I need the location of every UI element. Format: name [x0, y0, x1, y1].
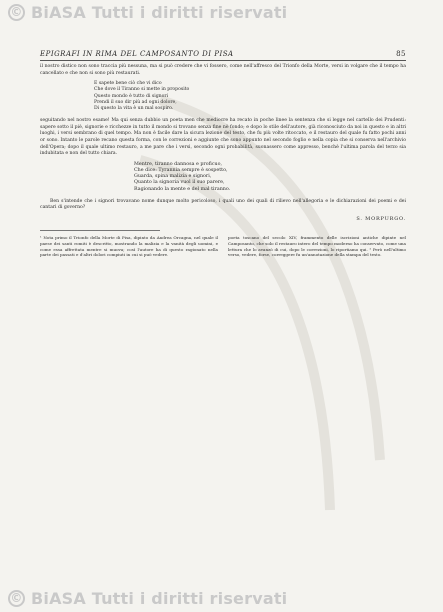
header-rule — [40, 60, 406, 61]
closing-paragraph: Ben s'intende che i signori trovavano nome dunque molto pericoloso, i quali uno dei quali di rilievo nell'allegoria e le dichiarazioni dei poemi e dei cantari di governo? — [40, 198, 406, 211]
running-title: EPIGRAFI IN RIMA DEL CAMPOSANTO DI PISA — [40, 50, 234, 58]
running-header — [40, 50, 406, 58]
copyright-icon: © — [8, 4, 25, 21]
author-signature: S. MORPURGO. — [356, 215, 406, 222]
verse-line: Di questo la vita è un mal sospiro. — [94, 106, 174, 111]
footnotes — [40, 235, 406, 258]
verse-line: Quanto la signoria vuol il suo parere, — [134, 180, 225, 186]
verse-block-1 — [94, 81, 406, 112]
copyright-text: BiASA Tutti i diritti riservati — [31, 2, 288, 22]
copyright-icon: © — [8, 590, 25, 607]
copyright-banner-bottom — [0, 586, 443, 610]
copyright-banner-top — [0, 0, 443, 24]
verse-line: E sapete bene ciò che vi dico — [94, 81, 162, 87]
copyright-text: BiASA Tutti i diritti riservati — [31, 588, 288, 608]
footnote-rule — [40, 230, 160, 231]
verse-line: Mentre, tiranno dannosa e proficuo, — [134, 161, 223, 167]
verse-block-2 — [134, 162, 406, 193]
document-page — [40, 50, 406, 565]
footnote-left: ¹ Nota primo il Trionfo della Morte di Pisa, dipinto da Andrea Orcagna, nel quale il paese dei santi romiti è descritto, mostrando la malizia e la vanità degli uomini, e come essa affrettata mentre si muova; così l'autore ha di questo ragionato nella parte dei passati e d'altri dolori compiuti in cui si può vedere. — [40, 234, 218, 258]
paragraph-1: il nostro distico non sono traccia più nessuna, ma si può credere che vi fossero, come nell'affresco del Trionfo della Morte, versi in volgare che il tempo ha cancellato e che non si sono più restaurati. — [40, 64, 406, 76]
verse-line: Ragionando la mente e del mal tiranno. — [134, 186, 231, 192]
verse-line: Prendi il suo dir più ad ogni dolore, — [94, 99, 177, 105]
paragraph-2: seguitando nel nostro esame! Ma qui senza dubbio un poeta men che mediocre ha recato in poche linee la sentenza che si legge nel cartello dei Prudenti: sapere sotto il piè, signorie e ricchezze in tutto il mondo si trovano senza fine nè fondo; e dopo lo stile dell'autore, già riconosciuto da noi in questo e in altri luoghi, i versi sembrano di quel tempo. Ma non è facile dare la sicura lezione del testo, che fu più volte ritoccato, e il restauro del quale fu fatto pochi anni or sono. Intanto le parole recano questa forma, con le correzioni e aggiunte che sono appunto nel secondo foglio e nella copia che si conserva nell'archivio dell'Opera; dopo il quale ultimo restauro, a me pare che i versi, secondo ogni probabilità, suonassero come appresso, benchè l'ultima parola del terzo sia indubitata e non del tutto chiara. — [40, 118, 406, 157]
verse-line: Questo mondo è tutto di signori — [94, 93, 169, 99]
verse-line: Guarda, spina malizia e signori, — [134, 174, 212, 180]
verse-line: Che dove il Tiranno si mette in proposito — [94, 87, 190, 93]
page-number: 85 — [396, 50, 406, 58]
footnote-right: poeta toscano del secolo XIV, frammento delle iscrizioni antiche dipinte nel Camposanto, che solo il restauro intero del tempo moderno ha conservato, come una lettura che lo avanzò di cui, dopo le correzioni, lo riportiamo qui. ² Però nell'ultimo verso, vedere, forse, correggere fu un'annotazione della stampa del testo. — [228, 234, 406, 258]
verse-line: Che dice: Tyrannia sempre è sospetto, — [134, 167, 228, 173]
